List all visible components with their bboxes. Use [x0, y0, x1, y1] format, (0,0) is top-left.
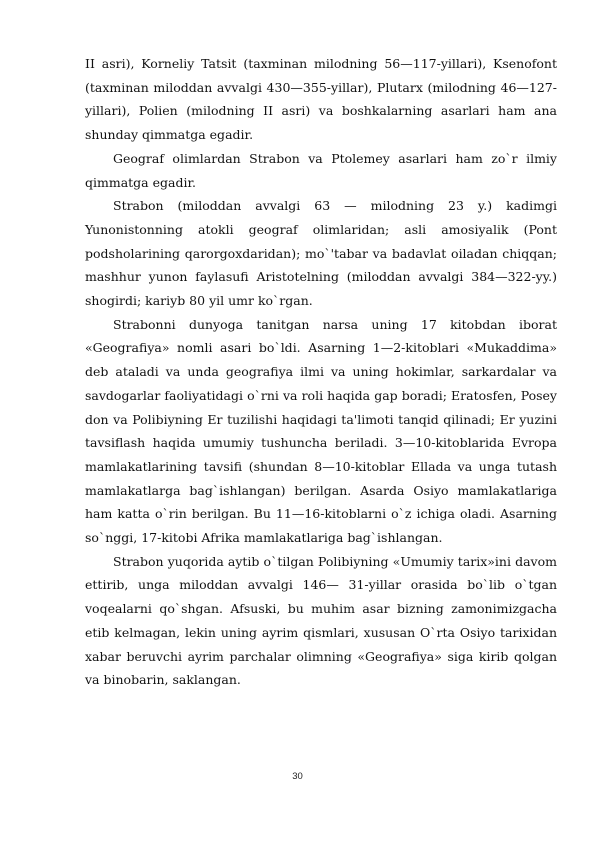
page-number: 30: [292, 771, 303, 782]
page-body: [85, 52, 557, 692]
paragraph-geographers: Geograf olimlardan Strabon va Ptolemey asarlari ham zo`r ilmiy qimmatga egadir.: [85, 150, 557, 190]
paragraph-continuation: II asri), Korneliy Tatsit (taxminan milodning 56—117-yillari), Ksenofont (taxminan miloddan avvalgi 430—355-yillar), Plutarx (milodning 46—127-yillari), Polien (milodning II asri) va boshkalarning asarlari ham ana shunday qimmatga egadir.: [85, 56, 557, 143]
paragraph-geografiya-book: Strabonni dunyoga tanitgan narsa uning 17 kitobdan iborat «Geografiya» nomli asari bo`ldi. Asarning 1—2-kitoblari «Mukaddima» deb ataladi va unda geografiya ilmi va uning hokimlar, sarkardalar va savdogarlar faoliyatidagi o`rni va roli haqida gap boradi; Eratosfen, Posey don va Polibiyning Er tuzilishi haqidagi ta'limoti tanqid qilinadi; Er yuzini tavsiflash haqida umumiy tushuncha beriladi. 3—10-kitoblarida Evropa mamlakatlarining tavsifi (shundan 8—10-kitoblar Ellada va unga tutash mamlakatlarga bag`ishlangan) berilgan. Asarda Osiyo mamlakatlariga ham katta o`rin berilgan. Bu 11—16-kitoblarni o`z ichiga oladi. Asarning so`nggi, 17-kitobi Afrika mamlakatlariga bag`ishlangan.: [85, 316, 557, 546]
paragraph-polibiy-history: Strabon yuqorida aytib o`tilgan Polibiyning «Umumiy tarix»ini davom ettirib, unga miloddan avvalgi 146— 31-yillar orasida bo`lib o`tgan voqealarni qo`shgan. Afsuski, bu muhim asar bizning zamonimizgacha etib kelmagan, lekin uning ayrim qismlari, xususan O`rta Osiyo tarixidan xabar beruvchi ayrim parchalar olimning «Geografiya» siga kirib qolgan va binobarin, saklangan.: [85, 553, 557, 688]
paragraph-strabon-bio: Strabon (miloddan avvalgi 63 — milodning 23 y.) kadimgi Yunonistonning atokli geograf olimlaridan; asli amosiyalik (Pont podsholarining qarorgoxdaridan); mo`'tabar va badavlat oiladan chiqqan; mashhur yunon faylasufi Aristotelning (miloddan avvalgi 384—322-yy.) shogirdi; kariyb 80 yil umr ko`rgan.: [85, 198, 557, 309]
